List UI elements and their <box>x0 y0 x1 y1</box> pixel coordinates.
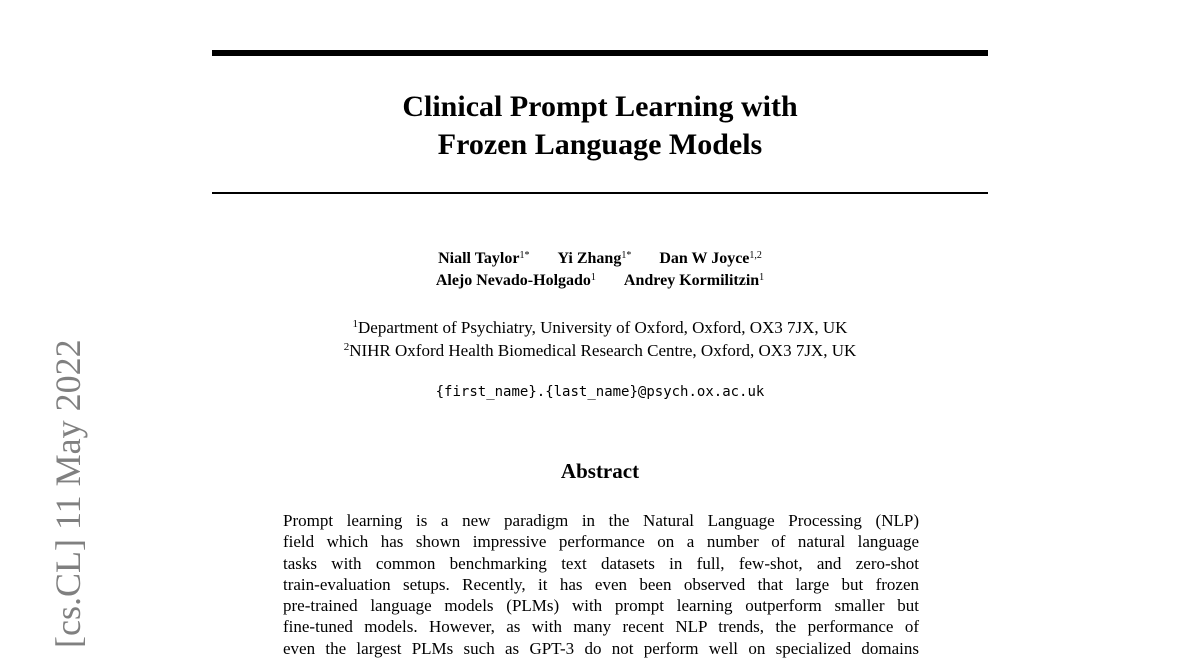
abstract-heading: Abstract <box>560 459 640 483</box>
abstract-line: Prompt learning is a new paradigm in the Natural Language Processing (NLP) <box>283 511 919 530</box>
affiliations <box>212 316 988 362</box>
author-affil-mark: 1 <box>590 272 596 283</box>
author <box>557 248 631 270</box>
author-name: Yi Zhang <box>557 250 622 267</box>
author-name: Andrey Kormilitzin <box>623 272 760 289</box>
author <box>436 270 596 292</box>
abstract-line: train-evaluation setups. Recently, it has even been observed that large but frozen <box>283 574 919 594</box>
author-name: Alejo Nevado-Holgado <box>435 272 591 289</box>
title-bottom-rule <box>212 192 988 194</box>
abstract-line: tasks with common benchmarking text datasets in full, few-shot, and zero-shot <box>283 553 919 573</box>
affiliation-line <box>212 316 988 339</box>
author <box>624 270 764 292</box>
author-row-2 <box>212 270 988 292</box>
author-affil-mark: 1* <box>519 250 530 261</box>
abstract-line: pre-trained language models (PLMs) with prompt learning outperform smaller but <box>283 596 919 616</box>
abstract-body <box>283 510 919 659</box>
paper-title <box>212 88 988 164</box>
author <box>438 248 529 270</box>
author-row-1 <box>212 248 988 270</box>
affiliation-text: NIHR Oxford Health Biomedical Research Centre, Oxford, OX3 7JX, UK <box>349 341 857 360</box>
affiliation-text: Department of Psychiatry, University of Oxford, Oxford, OX3 7JX, UK <box>358 318 848 337</box>
author-affil-mark: 1 <box>759 272 765 283</box>
title-line-2: Frozen Language Models <box>437 128 763 161</box>
abstract-line: even the largest PLMs such as GPT-3 do not perform well on specialized domains <box>283 638 919 658</box>
title-line-1: Clinical Prompt Learning with <box>402 90 798 123</box>
abstract-line: field which has shown impressive performance on a number of natural language <box>283 532 919 552</box>
author-name: Dan W Joyce <box>659 250 750 267</box>
author-affil-mark: 1,2 <box>749 250 762 261</box>
affiliation-line <box>212 339 988 362</box>
author-block <box>212 248 988 292</box>
contact-email: {first_name}.{last_name}@psych.ox.ac.uk <box>435 384 765 400</box>
abstract-line: fine-tuned models. However, as with many recent NLP trends, the performance of <box>283 617 919 637</box>
author-name: Niall Taylor <box>438 250 520 267</box>
affiliation-mark: 1 <box>352 318 359 330</box>
arxiv-margin-stamp: [cs.CL] 11 May 2022 <box>48 339 88 648</box>
author-affil-mark: 1* <box>621 250 632 261</box>
title-top-rule <box>212 50 988 56</box>
author <box>659 248 762 270</box>
affiliation-mark: 2 <box>343 341 350 353</box>
